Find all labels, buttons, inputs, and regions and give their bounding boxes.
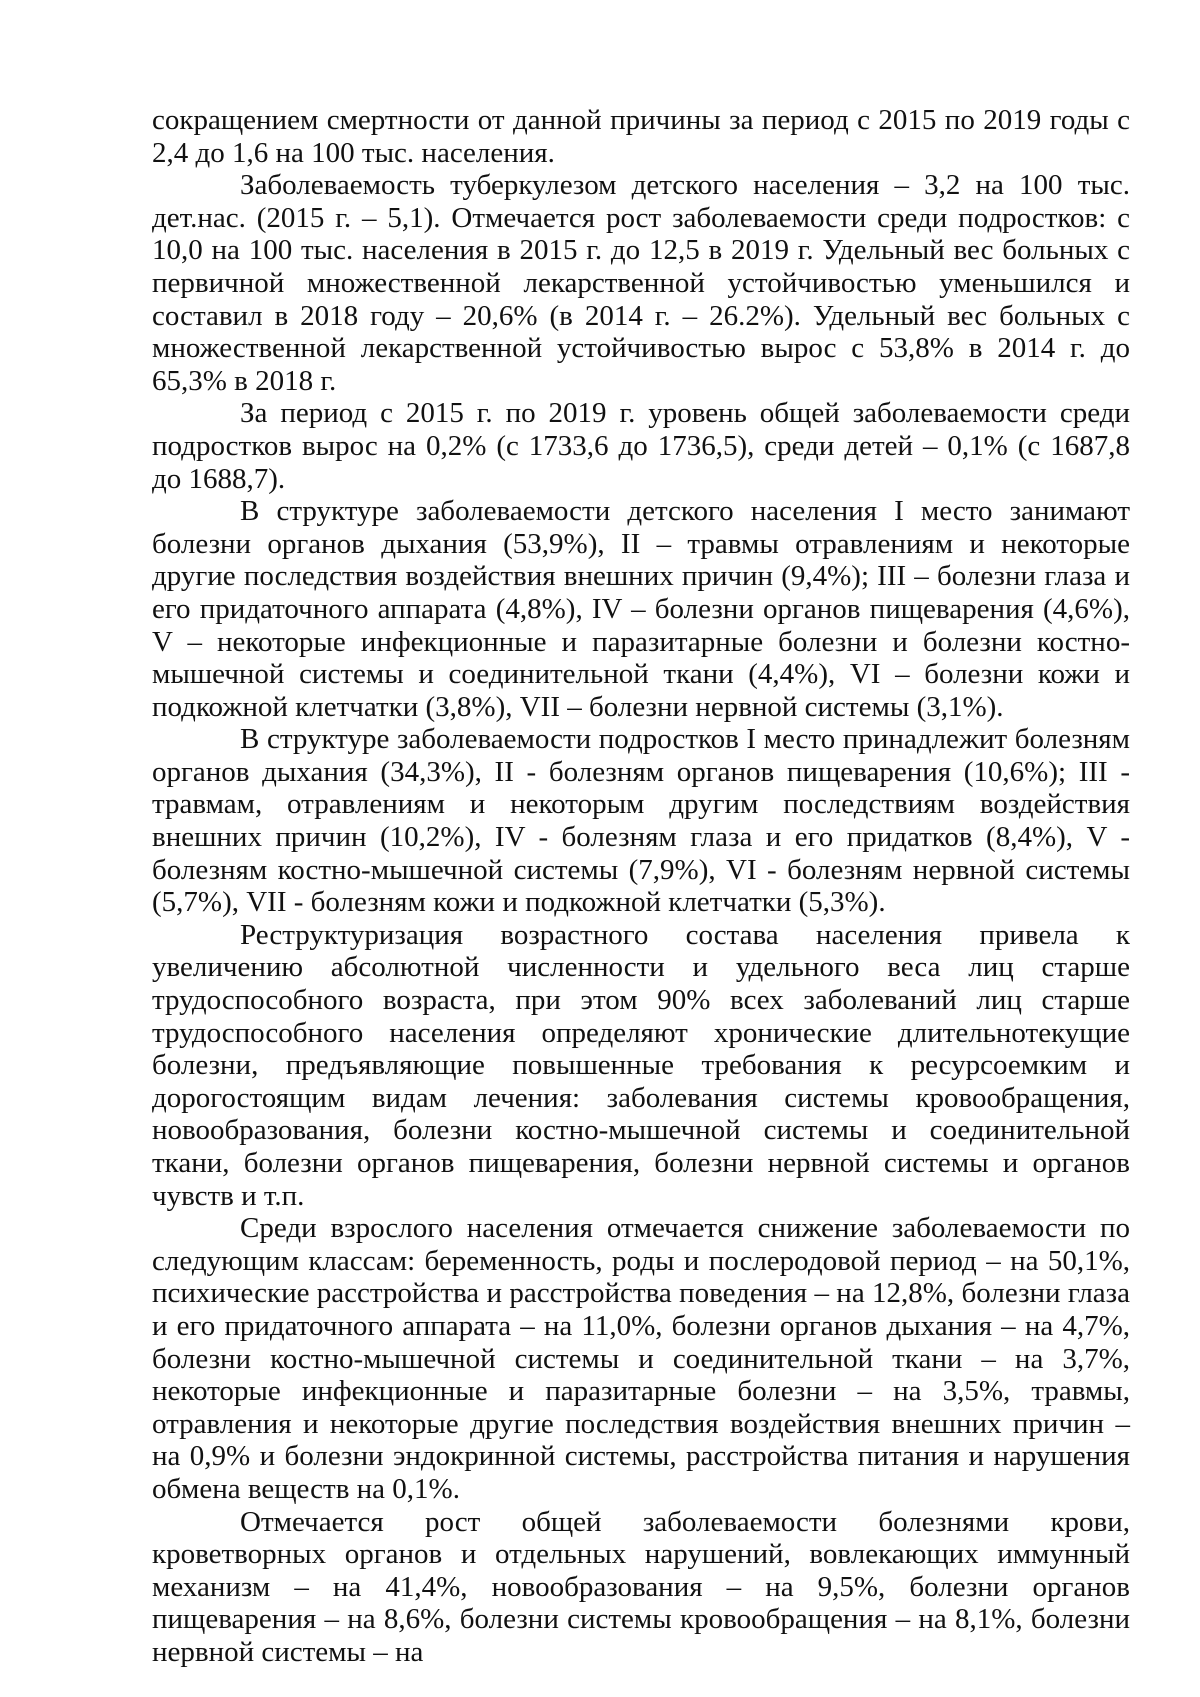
paragraph-adolescent-structure: В структуре заболеваемости подростков I место принадлежит болезням органов дыхания (34,3%), II - болезням органов пищеварения (10,6%); III - травмам, отравлениям и некоторым другим последствиям воздействия внешних причин (10,2%), IV - болезням глаза и его придатков (8,4%), V - болезням костно-мышечной системы (7,9%), VI - болезням нервной системы (5,7%), VII - болезням кожи и подкожной клетчатки (5,3%).: [152, 723, 1130, 919]
paragraph-child-structure: В структуре заболеваемости детского населения I место занимают болезни органов дыхания (53,9%), II – травмы отравлениям и некоторые другие последствия воздействия внешних причин (9,4%); III – болезни глаза и его придаточного аппарата (4,8%), IV – болезни органов пищеварения (4,6%), V – некоторые инфекционные и паразитарные болезни и болезни костно-мышечной системы и соединительной ткани (4,4%), VI – болезни кожи и подкожной клетчатки (3,8%), VII – болезни нервной системы (3,1%).: [152, 495, 1130, 723]
paragraph-general-morbidity: За период с 2015 г. по 2019 г. уровень общей заболеваемости среди подростков вырос на 0,2% (с 1733,6 до 1736,5), среди детей – 0,1% (с 1687,8 до 1688,7).: [152, 397, 1130, 495]
paragraph-tuberculosis: Заболеваемость туберкулезом детского населения – 3,2 на 100 тыс. дет.нас. (2015 г. – 5,1). Отмечается рост заболеваемости среди подростков: с 10,0 на 100 тыс. населения в 2015 г. до 12,5 в 2019 г. Удельный вес больных с первичной множественной лекарственной устойчивостью уменьшился и составил в 2018 году – 20,6% (в 2014 г. – 26.2%). Удельный вес больных с множественной лекарственной устойчивостью вырос с 53,8% в 2014 г. до 65,3% в 2018 г.: [152, 169, 1130, 397]
document-page: [152, 104, 1130, 1669]
paragraph-mortality-continuation: сокращением смертности от данной причины за период с 2015 по 2019 годы с 2,4 до 1,6 на 100 тыс. населения.: [152, 104, 1130, 169]
paragraph-growth: Отмечается рост общей заболеваемости болезнями крови, кроветворных органов и отдельных нарушений, вовлекающих иммунный механизм – на 41,4%, новообразования – на 9,5%, болезни органов пищеварения – на 8,6%, болезни системы кровообращения – на 8,1%, болезни нервной системы – на: [152, 1505, 1130, 1668]
paragraph-restructuring: Реструктуризация возрастного состава населения привела к увеличению абсолютной численности и удельного веса лиц старше трудоспособного возраста, при этом 90% всех заболеваний лиц старше трудоспособного населения определяют хронические длительнотекущие болезни, предъявляющие повышенные требования к ресурсоемким и дорогостоящим видам лечения: заболевания системы кровообращения, новообразования, болезни костно-мышечной системы и соединительной ткани, болезни органов пищеварения, болезни нервной системы и органов чувств и т.п.: [152, 918, 1130, 1212]
paragraph-adult-decrease: Среди взрослого населения отмечается снижение заболеваемости по следующим классам: беременность, роды и послеродовой период – на 50,1%, психические расстройства и расстройства поведения – на 12,8%, болезни глаза и его придаточного аппарата – на 11,0%, болезни органов дыхания – на 4,7%, болезни костно-мышечной системы и соединительной ткани – на 3,7%, некоторые инфекционные и паразитарные болезни – на 3,5%, травмы, отравления и некоторые другие последствия воздействия внешних причин – на 0,9% и болезни эндокринной системы, расстройства питания и нарушения обмена веществ на 0,1%.: [152, 1212, 1130, 1505]
